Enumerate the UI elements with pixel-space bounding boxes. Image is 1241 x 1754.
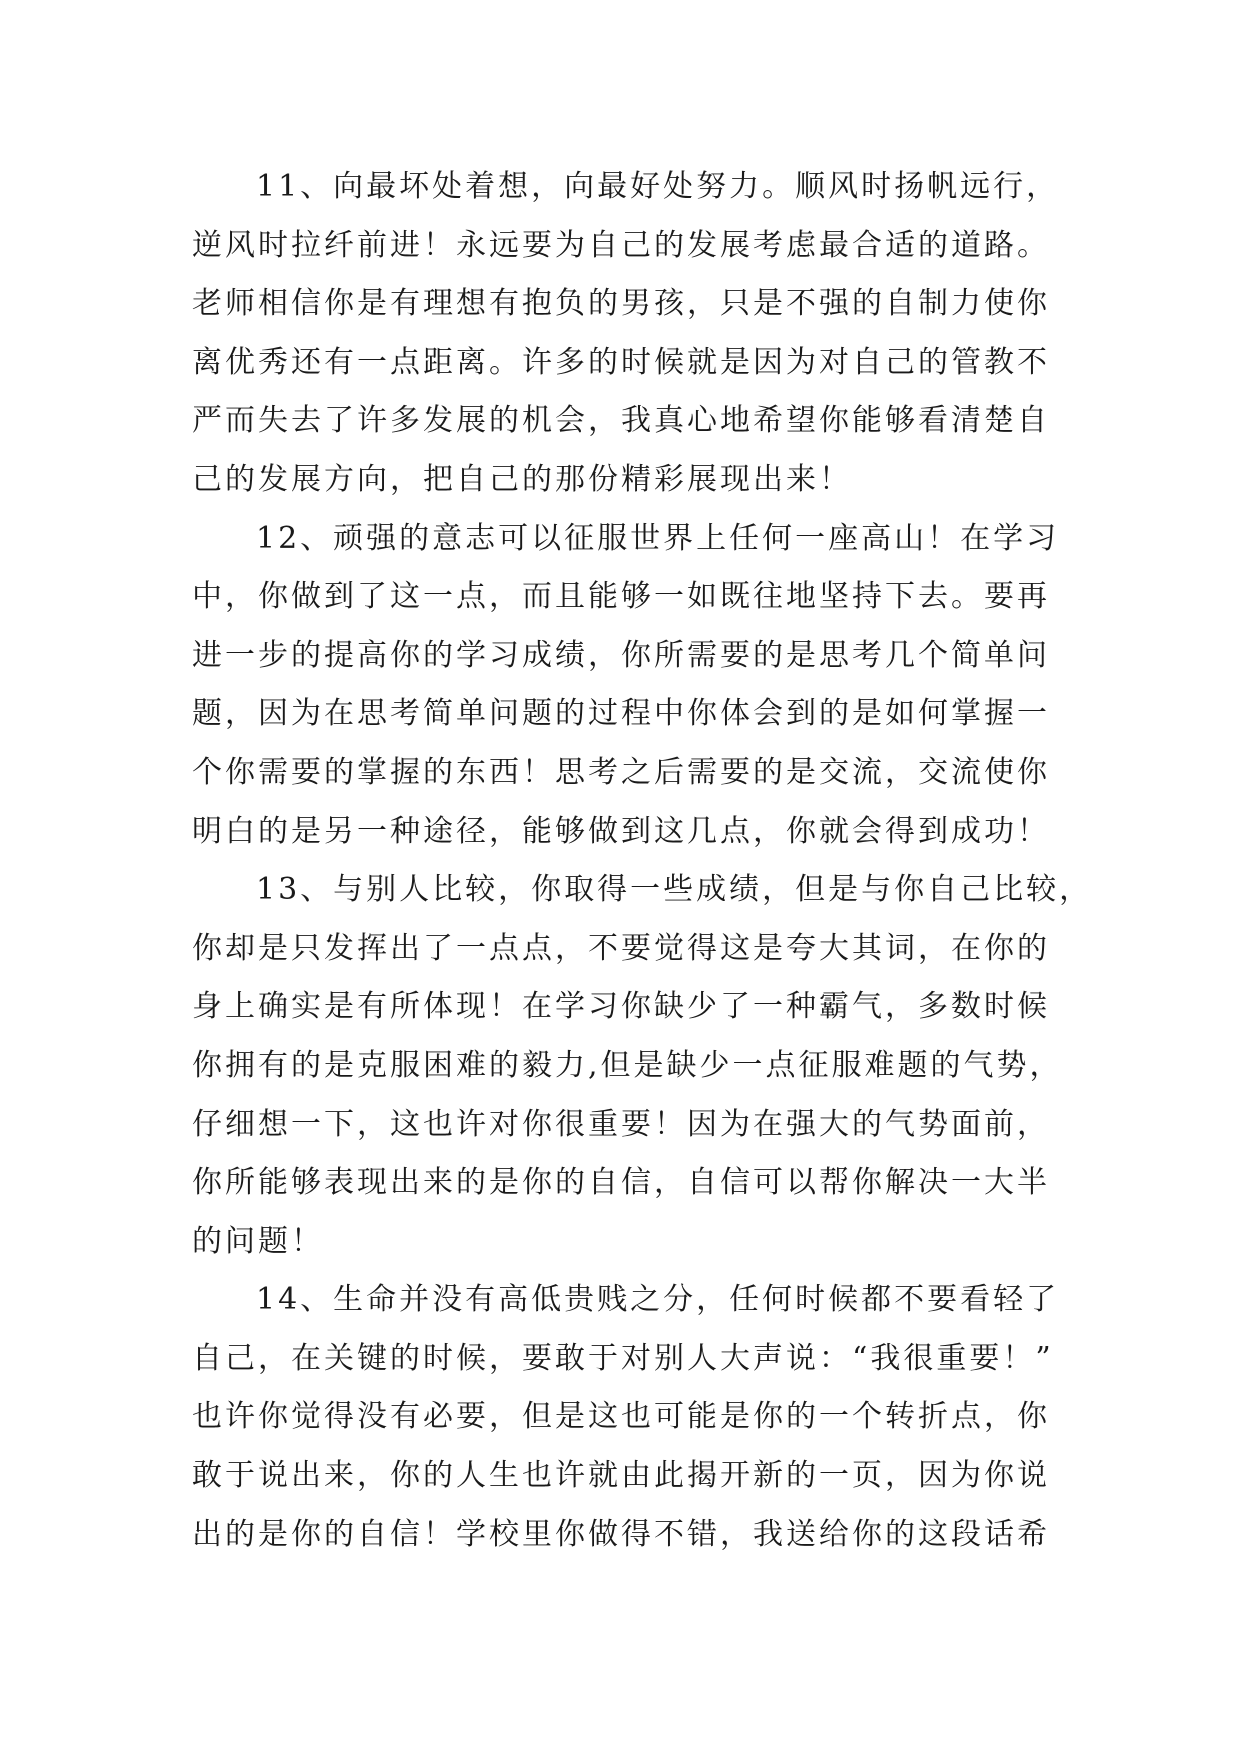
text-line: 也许你觉得没有必要，但是这也可能是你的一个转折点，你 [192, 1399, 1050, 1435]
text-line: 逆风时拉纤前进！永远要为自己的发展考虑最合适的道路。 [192, 227, 1050, 263]
text-line: 自己，在关键的时候，要敢于对别人大声说：“我很重要！” [192, 1340, 1054, 1376]
text-line: 的问题！ [192, 1223, 324, 1259]
text-line: 己的发展方向，把自己的那份精彩展现出来！ [192, 461, 852, 497]
document-body [192, 158, 1093, 1564]
text-line: 14、生命并没有高低贵贱之分，任何时候都不要看轻了 [256, 1282, 1060, 1318]
paragraph-12 [192, 510, 1072, 862]
text-line: 明白的是另一种途径，能够做到这几点，你就会得到成功！ [192, 813, 1050, 849]
text-line: 仔细想一下，这也许对你很重要！因为在强大的气势面前， [192, 1106, 1050, 1142]
text-line: 个你需要的掌握的东西！思考之后需要的是交流，交流使你 [192, 754, 1050, 790]
text-line: 题，因为在思考简单问题的过程中你体会到的是如何掌握一 [192, 696, 1050, 732]
text-line: 13、与别人比较，你取得一些成绩，但是与你自己比较， [256, 872, 1093, 908]
text-line: 12、顽强的意志可以征服世界上任何一座高山！在学习 [256, 520, 1060, 556]
paragraph-14 [192, 1271, 1072, 1564]
text-line: 进一步的提高你的学习成绩，你所需要的是思考几个简单问 [192, 637, 1050, 673]
text-line: 严而失去了许多发展的机会，我真心地希望你能够看清楚自 [192, 403, 1050, 439]
text-line: 你拥有的是克服困难的毅力,但是缺少一点征服难题的气势， [192, 1047, 1063, 1083]
text-line: 你所能够表现出来的是你的自信，自信可以帮你解决一大半 [192, 1165, 1050, 1201]
text-line: 离优秀还有一点距离。许多的时候就是因为对自己的管教不 [192, 344, 1050, 380]
text-line: 敢于说出来，你的人生也许就由此揭开新的一页，因为你说 [192, 1458, 1050, 1494]
text-line: 身上确实是有所体现！在学习你缺少了一种霸气，多数时候 [192, 989, 1050, 1025]
text-line: 11、向最坏处着想，向最好处努力。顺风时扬帆远行， [256, 169, 1060, 204]
text-line: 出的是你的自信！学校里你做得不错，我送给你的这段话希 [192, 1516, 1050, 1552]
paragraph-13 [192, 861, 1093, 1271]
paragraph-11 [192, 158, 1072, 510]
text-line: 老师相信你是有理想有抱负的男孩，只是不强的自制力使你 [192, 286, 1050, 322]
text-line: 你却是只发挥出了一点点，不要觉得这是夸大其词，在你的 [192, 930, 1050, 966]
text-line: 中，你做到了这一点，而且能够一如既往地坚持下去。要再 [192, 579, 1050, 615]
